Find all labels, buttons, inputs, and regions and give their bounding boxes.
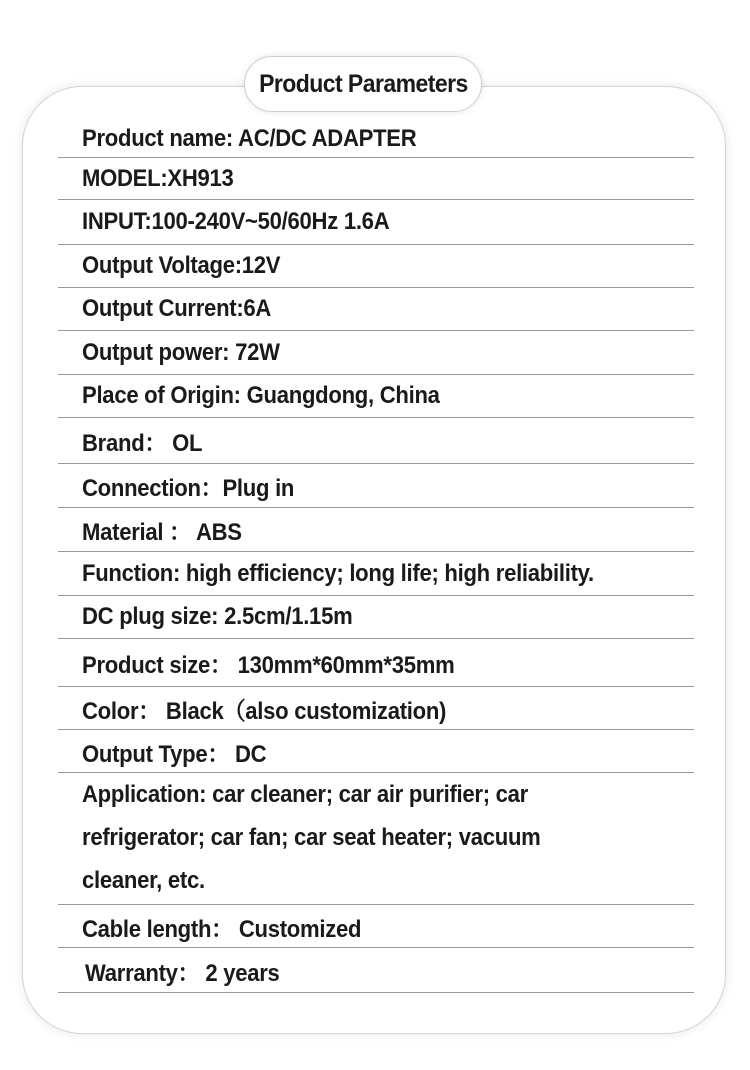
param-row-origin	[58, 375, 694, 418]
application-line: refrigerator; car fan; car seat heater; vacuum	[82, 824, 541, 851]
param-text: DC plug size: 2.5cm/1.15m	[82, 603, 353, 630]
param-row-connection	[58, 464, 694, 508]
param-row-warranty	[58, 948, 694, 993]
param-row-application	[58, 773, 694, 905]
param-text: Product name: AC/DC ADAPTER	[82, 124, 417, 152]
param-text: Warranty： 2 years	[85, 959, 280, 987]
param-row-input	[58, 200, 694, 245]
title-badge	[244, 56, 482, 112]
page-title: Product Parameters	[258, 69, 468, 98]
param-row-color	[58, 687, 694, 730]
param-row-product-size	[58, 639, 694, 687]
param-text: Output Type： DC	[82, 740, 267, 768]
param-text: Brand： OL	[82, 430, 203, 457]
param-row-function	[58, 552, 694, 596]
param-text: Output Voltage:12V	[82, 252, 281, 279]
param-row-output-power	[58, 331, 694, 375]
param-text: Output Current:6A	[82, 295, 272, 322]
param-row-model	[58, 158, 694, 200]
param-text: Cable length： Customized	[82, 915, 362, 943]
param-text: Product size： 130mm*60mm*35mm	[82, 652, 455, 679]
param-row-output-type	[58, 730, 694, 773]
param-row-material	[58, 508, 694, 552]
param-row-cable-length	[58, 905, 694, 948]
application-line: Application: car cleaner; car air purifier; car	[82, 781, 528, 808]
param-row-dc-plug-size	[58, 596, 694, 639]
param-row-product-name	[58, 120, 694, 158]
param-text: Place of Origin: Guangdong, China	[82, 382, 440, 409]
param-text: Output power: 72W	[82, 338, 280, 366]
parameter-list	[58, 120, 694, 993]
param-row-output-current	[58, 288, 694, 331]
param-text: MODEL:XH913	[82, 164, 234, 192]
param-text: Function: high efficiency; long life; high reliability.	[82, 559, 594, 587]
param-text: INPUT:100-240V~50/60Hz 1.6A	[82, 208, 390, 235]
param-text: Color： Black（also customization)	[82, 697, 447, 725]
param-row-brand	[58, 418, 694, 464]
application-line: cleaner, etc.	[82, 867, 205, 894]
param-text: Material ： ABS	[82, 519, 242, 546]
param-row-output-voltage	[58, 245, 694, 288]
param-text: Connection：Plug in	[82, 475, 295, 502]
